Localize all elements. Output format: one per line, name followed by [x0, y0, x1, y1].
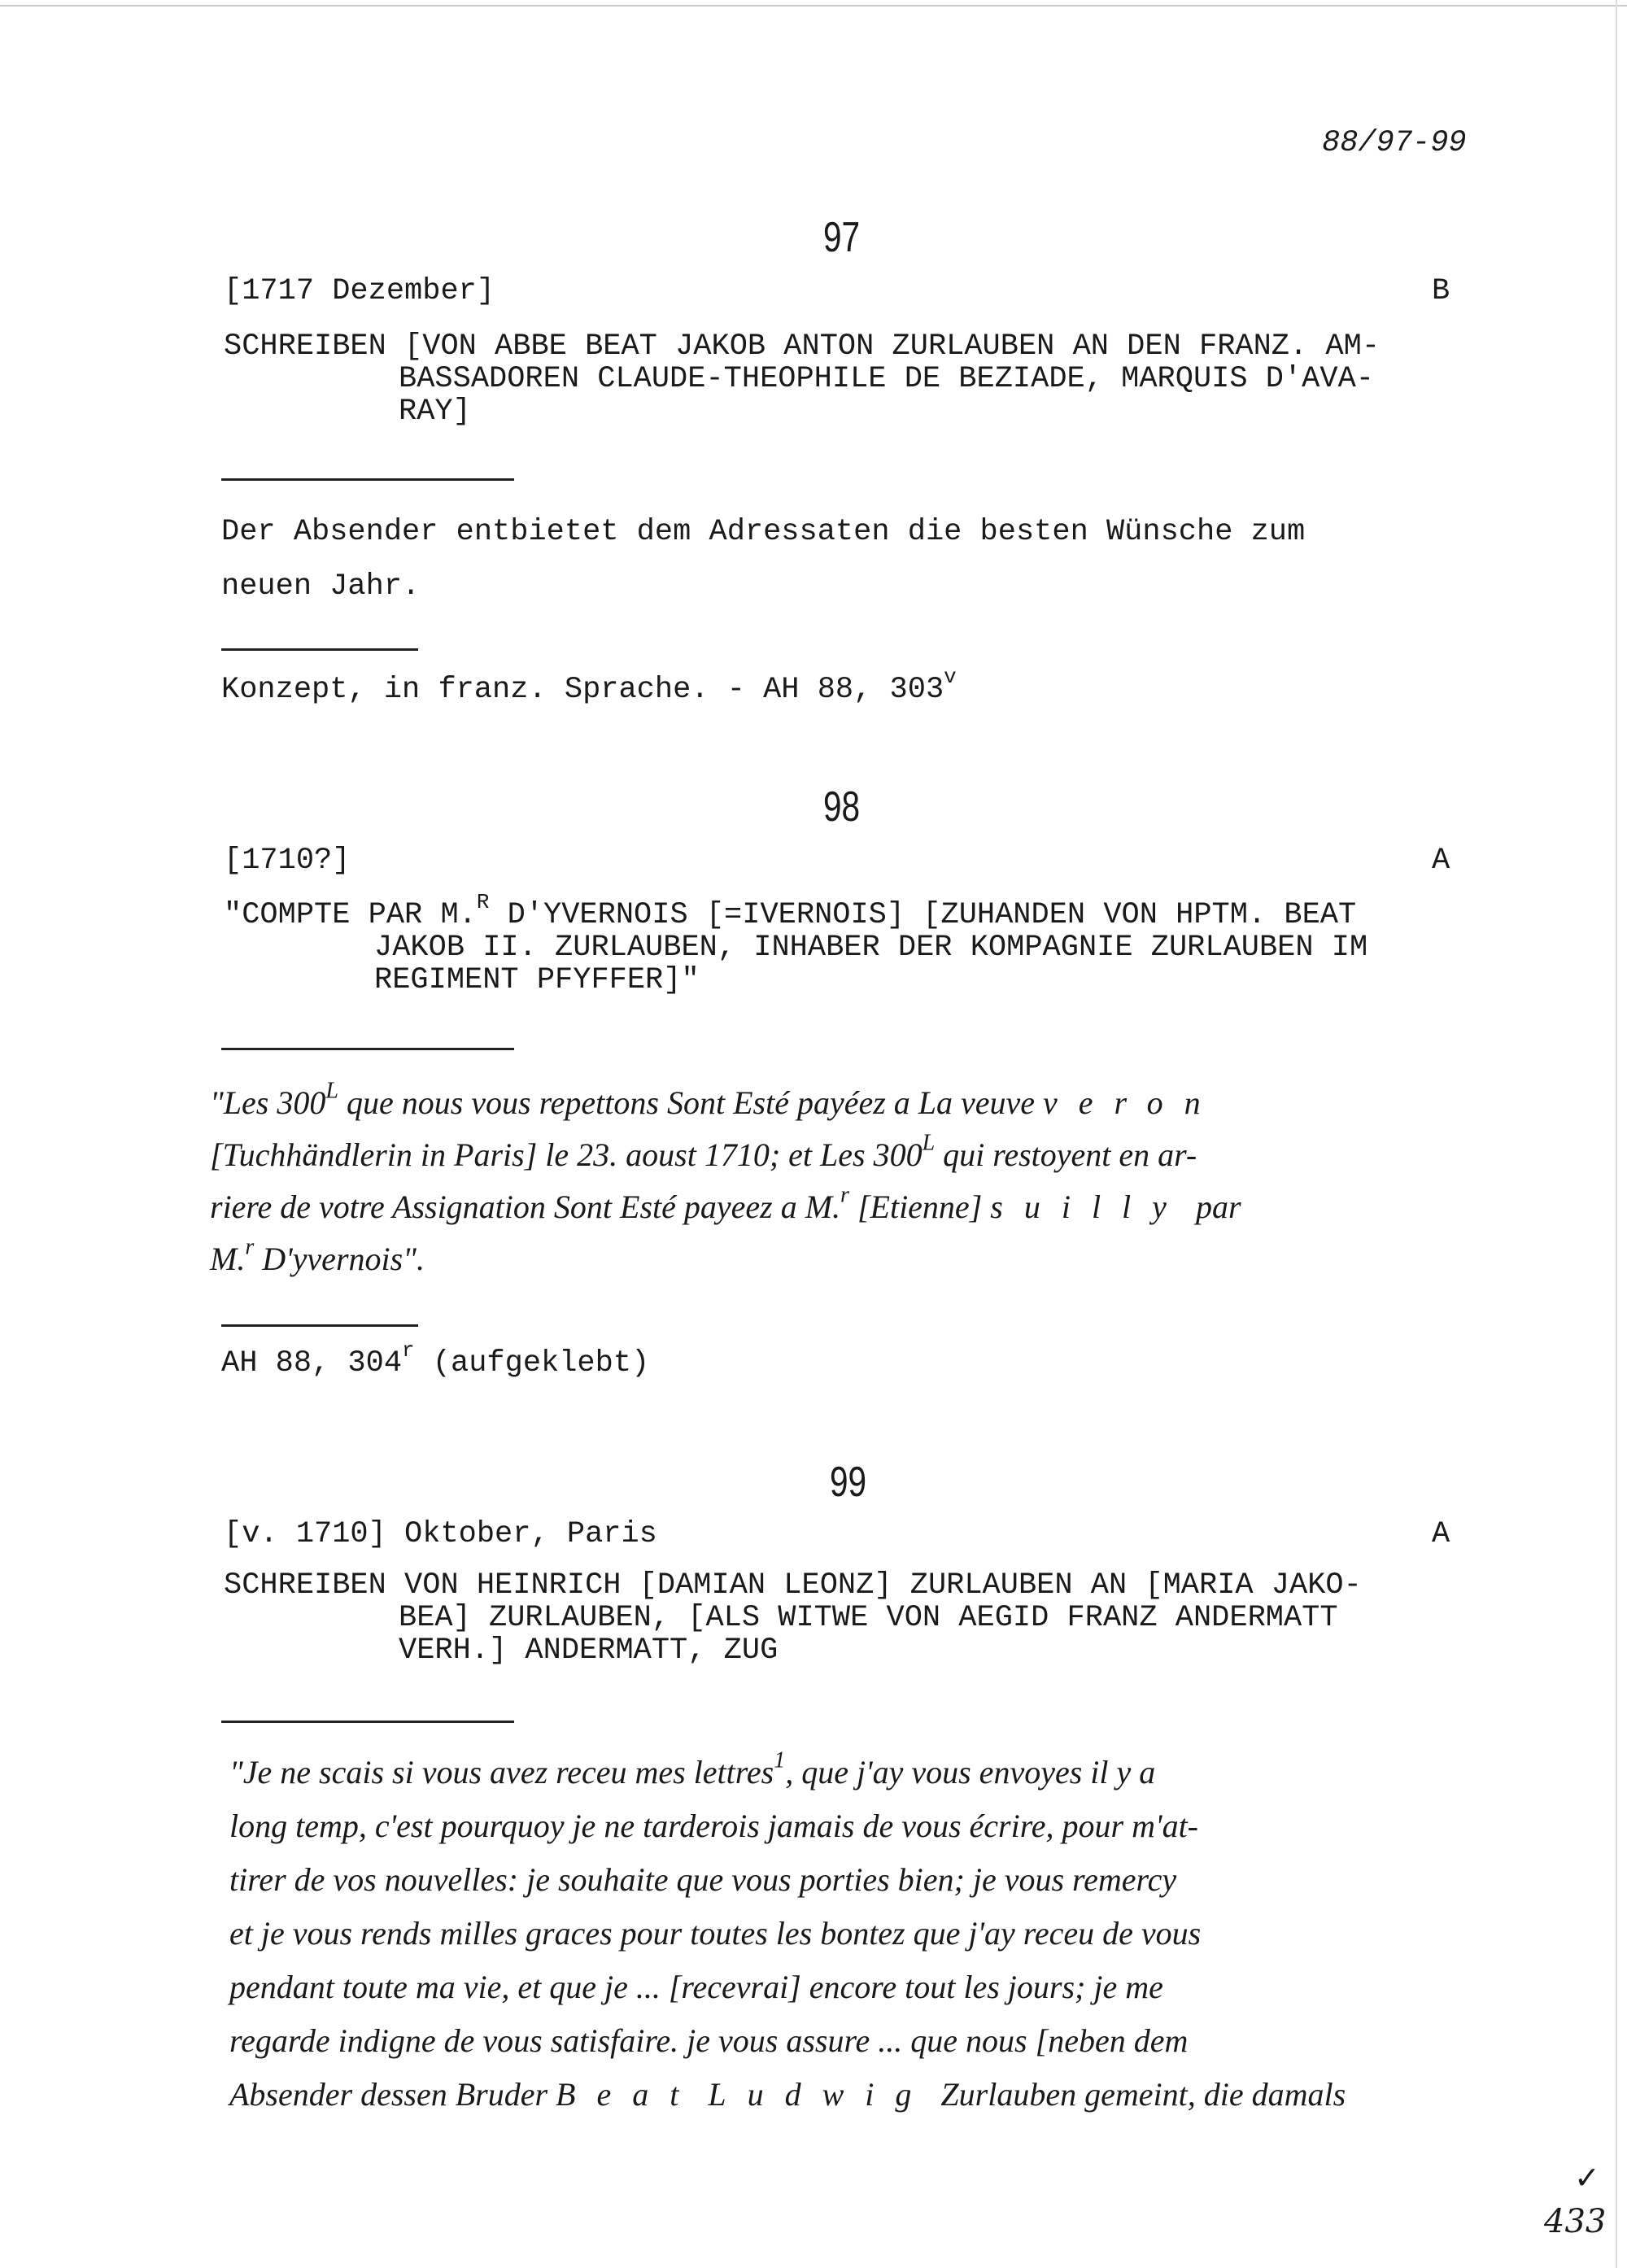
entry-99-mark: A: [1432, 1517, 1450, 1551]
entry-97-summary-line: Der Absender entbietet dem Adressaten die besten Wünsche zum: [221, 515, 1306, 549]
checkmark-icon: ✓: [1574, 2160, 1600, 2196]
entry-98-quote-line: M.$^r$ D'yvernois".: [210, 1234, 425, 1277]
entry-99-title-line: VERH.] ANDERMATT, ZUG: [399, 1633, 779, 1668]
entry-98-title-line: JAKOB II. ZURLAUBEN, INHABER DER KOMPAGNIE ZURLAUBEN IM: [374, 931, 1368, 965]
entry-99-date: [v. 1710] Oktober, Paris: [224, 1517, 657, 1551]
entry-98-title-line: "COMPTE PAR M.$^R$ D'YVERNOIS [=IVERNOIS] [ZUHANDEN VON HPTM. BEAT: [224, 889, 1357, 932]
entry-97-source: Konzept, in franz. Sprache. - AH 88, 303$^v$: [221, 664, 957, 707]
entry-99-title-line: BEA] ZURLAUBEN, [ALS WITWE VON AEGID FRANZ ANDERMATT: [399, 1601, 1338, 1635]
entry-99-quote-line: long temp, c'est pourquoy je ne tarderois jamais de vous écrire, pour m'at-: [229, 1808, 1198, 1844]
entry-97-title-line: SCHREIBEN [VON ABBE BEAT JAKOB ANTON ZURLAUBEN AN DEN FRANZ. AM-: [224, 329, 1381, 364]
entry-99-number: 99: [830, 1459, 867, 1506]
divider: [221, 1324, 418, 1327]
scan-top-edge: [0, 5, 1627, 7]
entry-98-quote-line: riere de votre Assignation Sont Esté payeez a M.$^r$ [Etienne] suilly par: [210, 1182, 1241, 1225]
entry-98-number: 98: [823, 783, 861, 831]
divider: [221, 478, 514, 481]
entry-97-title-line: BASSADOREN CLAUDE-THEOPHILE DE BEZIADE, MARQUIS D'AVA-: [399, 362, 1374, 396]
entry-98-mark: A: [1432, 844, 1450, 878]
entry-97-mark: B: [1432, 274, 1450, 308]
folio-number: 433: [1544, 2203, 1607, 2240]
entry-99-quote-line: "Je ne scais si vous avez receu mes lettres$^1$, que j'ay vous envoyes il y a: [229, 1747, 1156, 1790]
page-reference: 88/97-99: [1322, 126, 1467, 160]
scan-right-edge: [1616, 0, 1617, 2268]
entry-99-quote-line: regarde indigne de vous satisfaire. je vous assure ... que nous [neben dem: [229, 2022, 1189, 2059]
entry-99-quote-line: pendant toute ma vie, et que je ... [recevrai] encore tout les jours; je me: [229, 1969, 1163, 2005]
divider: [221, 1721, 514, 1723]
entry-97-summary-line: neuen Jahr.: [221, 569, 421, 604]
divider: [221, 1048, 514, 1050]
divider: [221, 648, 418, 651]
entry-99-quote-line: tirer de vos nouvelles: je souhaite que vous porties bien; je vous remercy: [229, 1861, 1177, 1898]
entry-98-date: [1710?]: [224, 844, 351, 878]
entry-98-title-line: REGIMENT PFYFFER]": [374, 963, 700, 997]
entry-99-title-line: SCHREIBEN VON HEINRICH [DAMIAN LEONZ] ZURLAUBEN AN [MARIA JAKO-: [224, 1568, 1362, 1603]
entry-99-quote-line: et je vous rends milles graces pour toutes les bontez que j'ay receu de vous: [229, 1915, 1202, 1952]
entry-98-source: AH 88, 304$^r$ (aufgeklebt): [221, 1337, 650, 1380]
entry-97-number: 97: [823, 214, 861, 261]
entry-98-quote-line: "Les $300^L$ que nous vous repettons Sont Esté payéez a La veuve veron: [210, 1078, 1222, 1121]
entry-97-title-line: RAY]: [399, 395, 471, 429]
entry-98-quote-line: [Tuchhändlerin in Paris] le 23. aoust 1710; et Les $300^L$ qui restoyent en ar-: [210, 1130, 1197, 1173]
entry-99-quote-line: Absender dessen Bruder Beat Ludwig Zurlauben gemeint, die damals: [229, 2076, 1346, 2113]
entry-97-date: [1717 Dezember]: [224, 274, 495, 308]
